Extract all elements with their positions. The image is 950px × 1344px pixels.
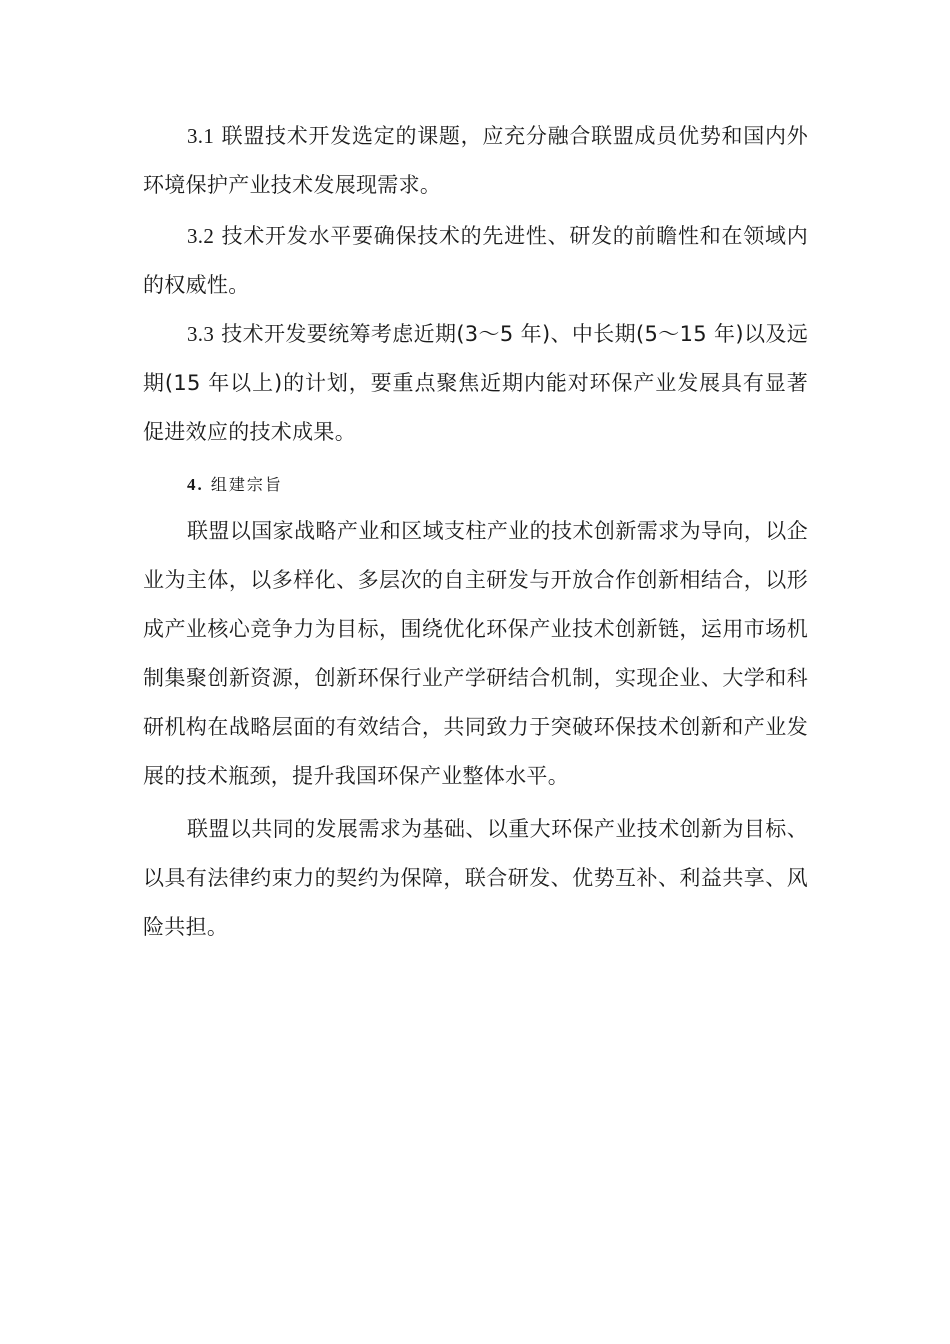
section-number: 3.2 xyxy=(187,224,215,248)
section-heading-4 xyxy=(187,470,283,500)
paragraph-text: 技术开发要统筹考虑近期(3～5 年)、中长期(5～15 年)以及远期(15 年以上)的计划，要重点聚焦近期内能对环保产业发展具有显著促进效应的技术成果。 xyxy=(143,322,809,444)
section-number: 3.3 xyxy=(187,322,215,346)
paragraph-3-3 xyxy=(143,310,808,457)
paragraph-3-2 xyxy=(143,212,808,310)
section-number: 3.1 xyxy=(187,124,215,148)
paragraph-4-principles xyxy=(143,805,808,952)
heading-title: 组建宗旨 xyxy=(210,475,283,494)
paragraph-text: 联盟以共同的发展需求为基础、以重大环保产业技术创新为目标、以具有法律约束力的契约为保障，联合研发、优势互补、利益共享、风险共担。 xyxy=(143,817,808,939)
paragraph-text: 联盟技术开发选定的课题，应充分融合联盟成员优势和国内外环境保护产业技术发展现需求。 xyxy=(143,124,808,197)
paragraph-3-1 xyxy=(143,112,808,210)
paragraph-text: 联盟以国家战略产业和区域支柱产业的技术创新需求为导向，以企业为主体，以多样化、多层次的自主研发与开放合作创新相结合，以形成产业核心竞争力为目标，围绕优化环保产业技术创新链，运用市场机制集聚创新资源，创新环保行业产学研结合机制，实现企业、大学和科研机构在战略层面的有效结合，共同致力于突破环保技术创新和产业发展的技术瓶颈，提升我国环保产业整体水平。 xyxy=(143,519,808,788)
heading-number: 4. xyxy=(187,475,204,494)
paragraph-text: 技术开发水平要确保技术的先进性、研发的前瞻性和在领域内的权威性。 xyxy=(143,224,808,297)
paragraph-4-mission xyxy=(143,507,808,801)
